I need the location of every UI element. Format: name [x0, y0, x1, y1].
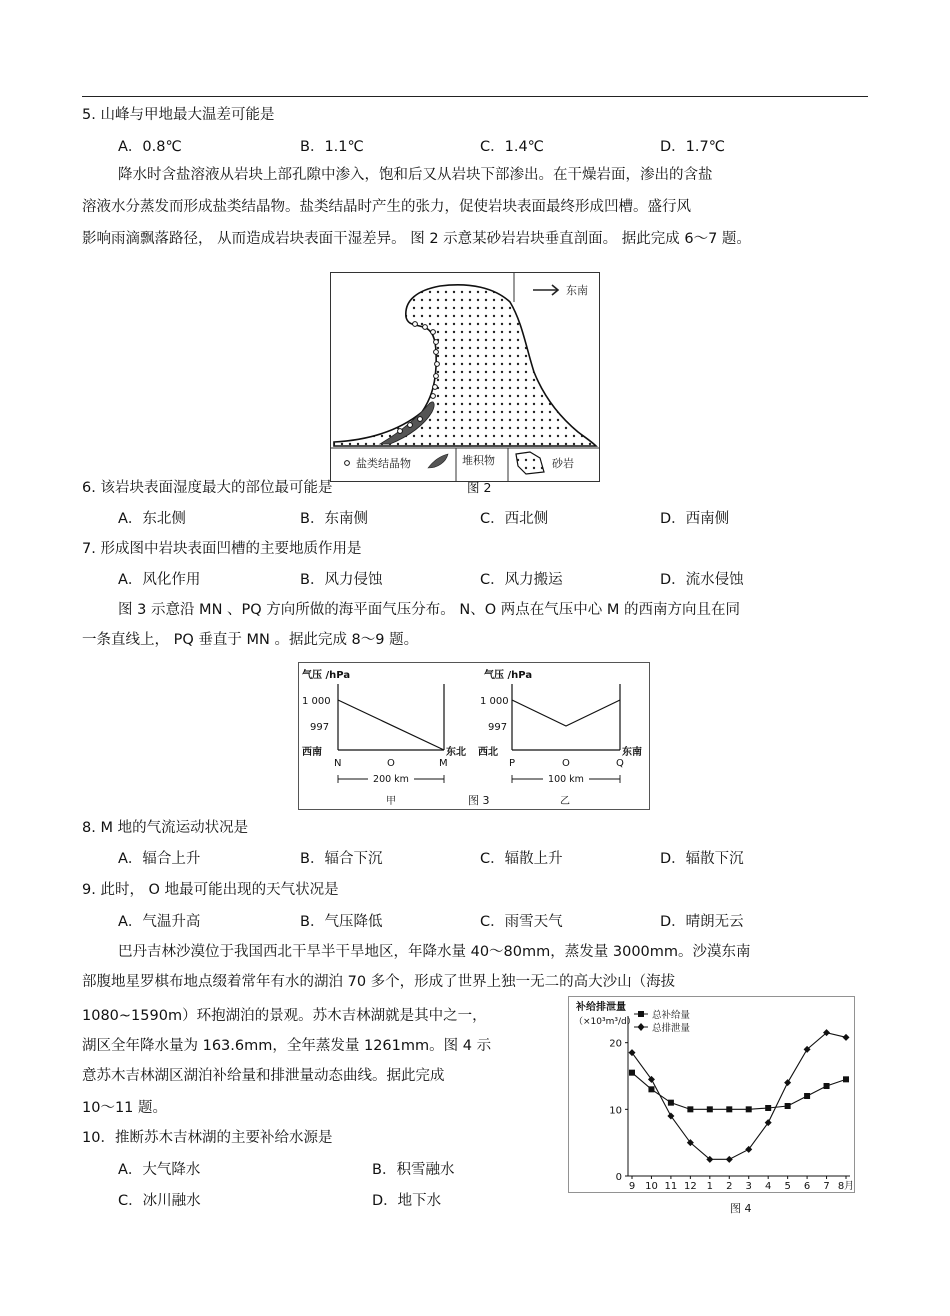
x-tick-label: 11: [664, 1181, 678, 1192]
q7-option-d[interactable]: D．流水侵蚀: [660, 572, 744, 588]
q10-option-a[interactable]: A．大气降水: [118, 1162, 201, 1178]
supply-point: [765, 1105, 771, 1111]
q5-option-d[interactable]: D．1.7℃: [660, 139, 726, 155]
yi-point-p: P: [509, 758, 516, 769]
legend-sediment-label: 堆积物: [462, 454, 495, 467]
supply-point: [804, 1093, 810, 1099]
q8-option-d[interactable]: D．辐散下沉: [660, 851, 744, 867]
supply-point: [707, 1106, 713, 1112]
q7-option-c[interactable]: C．风力搬运: [480, 572, 563, 588]
supply-point: [843, 1076, 849, 1082]
jia-tick-997: 997: [310, 722, 330, 733]
passage3-line2: 部腹地星罗棋布地点缀着常年有水的湖泊 70 多个，形成了世界上独一无二的高大沙山（海拔: [82, 974, 676, 990]
q10-option-b[interactable]: B．积雪融水: [372, 1162, 455, 1178]
q5-option-c[interactable]: C．1.4℃: [480, 139, 544, 155]
q9-option-a[interactable]: A．气温升高: [118, 914, 201, 930]
x-tick-label: 1: [706, 1181, 714, 1192]
chart-title: 补给排泄量: [576, 1002, 626, 1013]
yi-tick-1000: 1 000: [480, 696, 509, 707]
jia-panel-label: 甲: [386, 796, 396, 807]
discharge-point: [784, 1079, 791, 1086]
question-5-stem: 5. 山峰与甲地最大温差可能是: [82, 107, 275, 123]
yi-panel-label: 乙: [560, 796, 570, 807]
figure-3-panel-jia: [302, 668, 466, 807]
x-tick-label: 2: [726, 1181, 733, 1192]
supply-point: [746, 1106, 752, 1112]
supply-point: [668, 1100, 674, 1106]
legend-discharge-label: 总排泄量: [652, 1023, 691, 1034]
y-tick-label: 10: [609, 1105, 622, 1117]
q9-option-c[interactable]: C．雨雪天气: [480, 914, 563, 930]
legend-salt-label: 盐类结晶物: [356, 457, 411, 470]
x-tick-label: 4: [764, 1181, 772, 1192]
q8-option-b[interactable]: B．辐合下沉: [300, 851, 383, 867]
supply-point: [785, 1103, 791, 1109]
supply-point: [687, 1106, 693, 1112]
legend-supply-label: 总补给量: [652, 1010, 691, 1021]
jia-point-m: M: [439, 758, 448, 769]
x-tick-label: 5: [784, 1181, 791, 1192]
yi-point-o: O: [562, 758, 570, 769]
supply-point: [726, 1106, 732, 1112]
jia-dir-right: 东北: [446, 747, 466, 758]
q7-option-a[interactable]: A．风化作用: [118, 572, 201, 588]
q9-option-d[interactable]: D．晴朗无云: [660, 914, 744, 930]
figure-4-caption: 图 4: [730, 1202, 752, 1215]
x-tick-label: 3: [745, 1181, 752, 1192]
q9-option-b[interactable]: B．气压降低: [300, 914, 383, 930]
passage3-line3: 1080~1590m）环抱湖泊的景观。苏木吉林湖就是其中之一，: [82, 1008, 487, 1024]
passage3-line1: 巴丹吉林沙漠位于我国西北干旱半干旱地区，年降水量 40～80mm，蒸发量 3000mm。沙漠东南: [118, 944, 751, 960]
legend-sandstone-icon: [516, 452, 544, 474]
figure-2-caption: 图 2: [467, 480, 492, 495]
q6-option-c[interactable]: C．西北侧: [480, 511, 549, 527]
supply-point: [629, 1070, 635, 1076]
jia-pressure-line: [338, 700, 444, 750]
x-tick-label: 9: [628, 1181, 636, 1192]
yi-pressure-line: [512, 700, 620, 726]
legend-sandstone-label: 砂岩: [552, 457, 574, 470]
yi-dir-left: 西北: [478, 747, 498, 758]
passage3-line5: 意苏木吉林湖区湖泊补给量和排泄量动态曲线。据此完成: [82, 1068, 445, 1084]
legend-sediment-icon: [428, 454, 448, 468]
yi-ylabel: 气压 /hPa: [484, 670, 533, 681]
passage2-line2: 一条直线上， PQ 垂直于 MN 。据此完成 8～9 题。: [82, 632, 419, 648]
x-tick-label: 8月: [837, 1181, 855, 1192]
figure-3-panel-yi: [478, 668, 642, 807]
passage1-line3: 影响雨滴飘落路径， 从而造成岩块表面干湿差异。 图 2 示意某砂岩岩块垂直剖面。 据此完成 6～7 题。: [82, 231, 751, 247]
legend-discharge-marker-icon: [638, 1023, 645, 1031]
q6-option-a[interactable]: A．东北侧: [118, 511, 186, 527]
q10-option-c[interactable]: C．冰川融水: [118, 1193, 201, 1209]
x-tick-label: 12: [683, 1181, 697, 1192]
jia-dir-left: 西南: [302, 747, 322, 758]
q6-option-b[interactable]: B．东南侧: [300, 511, 368, 527]
figure-2-rock-profile: [330, 272, 600, 482]
yi-dir-right: 东南: [622, 747, 642, 758]
jia-point-n: N: [334, 758, 342, 769]
figure-3-caption: 图 3: [468, 794, 490, 807]
discharge-point: [843, 1034, 850, 1041]
q8-option-a[interactable]: A．辐合上升: [118, 851, 201, 867]
passage1-line2: 溶液水分蒸发而形成盐类结晶物。盐类结晶时产生的张力，促使岩块表面最终形成凹槽。盛行风: [82, 199, 691, 215]
q10-option-d[interactable]: D．地下水: [372, 1193, 442, 1209]
passage2-line1: 图 3 示意沿 MN 、PQ 方向所做的海平面气压分布。 N、O 两点在气压中心 M 的西南方向且在同: [118, 602, 740, 618]
x-tick-label: 7: [823, 1181, 830, 1192]
legend-salt-icon: [345, 461, 350, 466]
jia-point-o: O: [387, 758, 395, 769]
supply-point: [824, 1083, 830, 1089]
q5-option-b[interactable]: B．1.1℃: [300, 139, 364, 155]
sandstone-rock: [334, 285, 596, 446]
question-6-stem: 6. 该岩块表面湿度最大的部位最可能是: [82, 480, 333, 496]
legend-supply-marker-icon: [638, 1011, 644, 1017]
yi-tick-997: 997: [488, 722, 508, 733]
q7-option-b[interactable]: B．风力侵蚀: [300, 572, 383, 588]
chart-unit: （×10³m³/d）: [574, 1017, 636, 1027]
q6-option-d[interactable]: D．西南侧: [660, 511, 730, 527]
jia-ylabel: 气压 /hPa: [302, 670, 351, 681]
figure-3-pressure-profiles: [298, 662, 650, 810]
series-line-discharge: [632, 1033, 846, 1160]
passage3-line4: 湖区全年降水量为 163.6mm，全年蒸发量 1261mm。图 4 示: [82, 1038, 492, 1054]
question-7-stem: 7. 形成图中岩块表面凹槽的主要地质作用是: [82, 541, 362, 557]
question-8-stem: 8. M 地的气流运动状况是: [82, 820, 249, 836]
header-rule: [82, 96, 868, 97]
jia-tick-1000: 1 000: [302, 696, 331, 707]
direction-label: 东南: [566, 284, 588, 297]
figure-3-frame: [299, 663, 650, 810]
q8-option-c[interactable]: C．辐散上升: [480, 851, 563, 867]
y-tick-label: 20: [609, 1038, 622, 1050]
passage3-line6: 10～11 题。: [82, 1100, 168, 1116]
yi-point-q: Q: [616, 758, 624, 769]
yi-distance-label: 100 km: [548, 774, 584, 785]
jia-distance-label: 200 km: [373, 774, 409, 785]
question-9-stem: 9. 此时， O 地最可能出现的天气状况是: [82, 882, 339, 898]
supply-point: [648, 1086, 654, 1092]
y-tick-label: 0: [615, 1172, 622, 1183]
question-10-stem: 10．推断苏木吉林湖的主要补给水源是: [82, 1130, 333, 1146]
figure-4-lake-chart: [568, 996, 858, 1218]
x-tick-label: 10: [645, 1181, 658, 1192]
q5-option-a[interactable]: A．0.8℃: [118, 139, 182, 155]
passage1-line1: 降水时含盐溶液从岩块上部孔隙中渗入，饱和后又从岩块下部渗出。在干燥岩面，渗出的含盐: [118, 167, 713, 183]
discharge-point: [726, 1156, 733, 1163]
x-tick-label: 6: [803, 1181, 811, 1192]
